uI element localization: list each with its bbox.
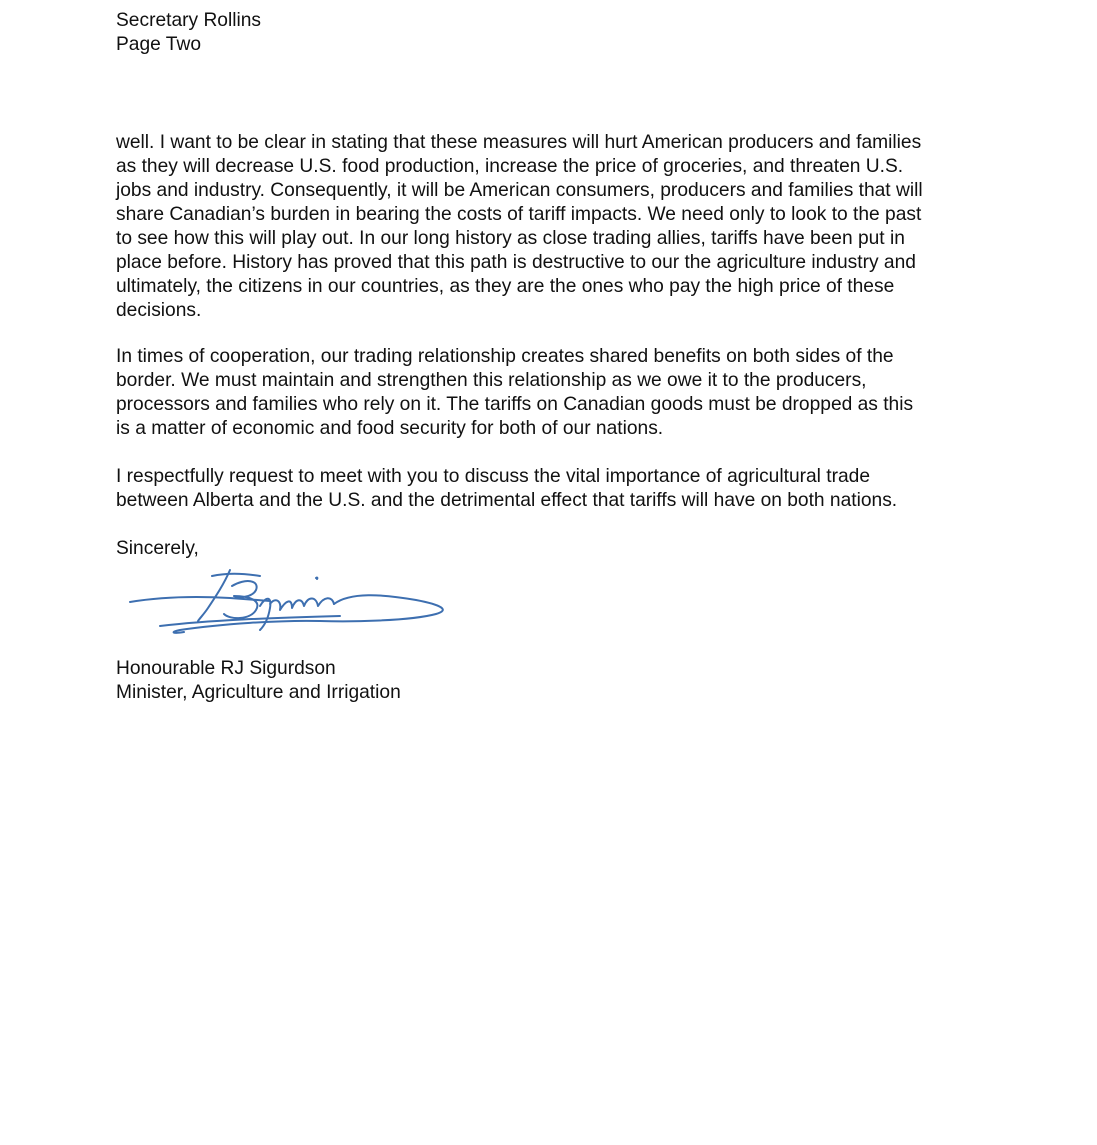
paragraph-line: processors and families who rely on it. The tariffs on Canadian goods must be dropped as this <box>116 394 914 415</box>
body-paragraph-2 <box>116 345 1016 441</box>
body-paragraph-3 <box>116 465 1016 513</box>
signatory-title: Minister, Agriculture and Irrigation <box>116 682 401 703</box>
paragraph-line: border. We must maintain and strengthen this relationship as we owe it to the producers, <box>116 370 867 391</box>
paragraph-line: ultimately, the citizens in our countries, as they are the ones who pay the high price of these <box>116 276 895 297</box>
signatory-block <box>116 657 401 705</box>
paragraph-line: decisions. <box>116 300 202 321</box>
paragraph-line: is a matter of economic and food security for both of our nations. <box>116 418 664 439</box>
paragraph-line: I respectfully request to meet with you to discuss the vital importance of agricultural trade <box>116 466 870 487</box>
paragraph-line: share Canadian’s burden in bearing the costs of tariff impacts. We need only to look to the past <box>116 204 922 225</box>
page-number-line: Page Two <box>116 34 201 55</box>
paragraph-line: In times of cooperation, our trading relationship creates shared benefits on both sides of the <box>116 346 894 367</box>
paragraph-line: well. I want to be clear in stating that these measures will hurt American producers and families <box>116 132 922 153</box>
paragraph-line: as they will decrease U.S. food production, increase the price of groceries, and threaten U.S. <box>116 156 904 177</box>
paragraph-line: jobs and industry. Consequently, it will be American consumers, producers and families that will <box>116 180 923 201</box>
recipient-line: Secretary Rollins <box>116 10 262 31</box>
signatory-name: Honourable RJ Sigurdson <box>116 658 336 679</box>
letter-header <box>116 9 261 57</box>
paragraph-line: place before. History has proved that this path is destructive to our the agriculture industry and <box>116 252 916 273</box>
body-paragraph-1 <box>116 131 1016 323</box>
paragraph-line: to see how this will play out. In our long history as close trading allies, tariffs have been put in <box>116 228 905 249</box>
handwritten-signature <box>120 566 460 638</box>
paragraph-line: between Alberta and the U.S. and the detrimental effect that tariffs will have on both nations. <box>116 490 898 511</box>
closing-salutation: Sincerely, <box>116 538 199 559</box>
